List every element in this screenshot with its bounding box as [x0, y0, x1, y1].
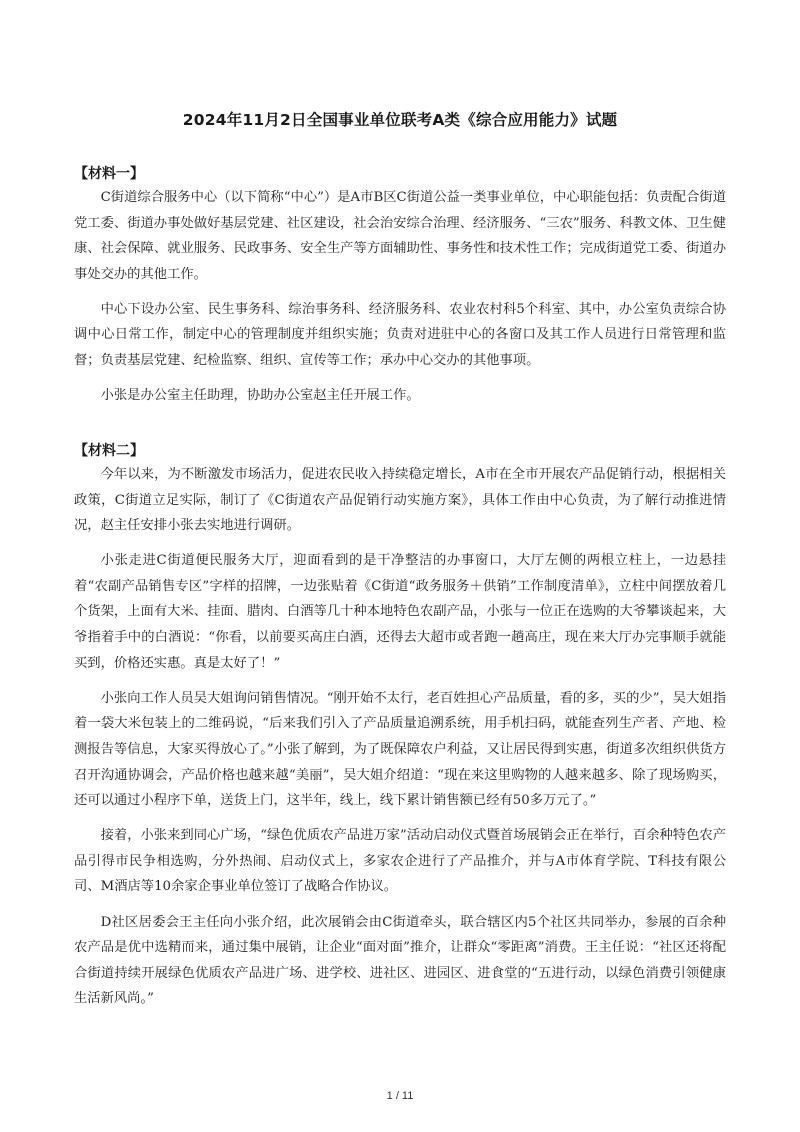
material-two-heading: 【材料二】 [74, 443, 144, 459]
paragraph: 接着，小张来到同心广场，“绿色优质农产品进万家”活动启动仪式暨首场展销会正在举行，百余种特色农产品引得市民争相选购，分外热闹、启动仪式上，多家农企进行了产品推介，并与A市体育学院、T科技有限公司、M酒店等10余家企事业单位签订了战略合作协议。 [74, 828, 726, 895]
page-indicator: 1 / 11 [386, 1090, 414, 1102]
material-one-heading: 【材料一】 [74, 166, 144, 182]
material-one-section [74, 163, 726, 418]
paragraph: 小张向工作人员吴大姐询问销售情况。“刚开始不太行，老百姓担心产品质量，看的多，买的少”，吴大姐指着一袋大米包装上的二维码说，“后来我们引入了产品质量追溯系统，用手机扫码，就能查列生产者、产地、检测报告等信息，大家买得放心了。”小张了解到，为了既保障农户利益，又让居民得到实惠，街道多次组织供货方召开沟通协调会，产品价格也越来越“美丽”，吴大姐介绍道：“现在来这里购物的人越来越多、除了现场购买，还可以通过小程序下单，送货上门，这半年，线上，线下累计销售额已经有50多万元了。” [74, 690, 726, 809]
material-two-section [74, 440, 726, 1021]
paragraph: D社区居委会王主任向小张介绍，此次展销会由C街道牵头，联合辖区内5个社区共同举办，参展的百余种农产品是优中选精而来，通过集中展销，让企业“面对面”推介，让群众“零距离”消费。王主任说：“社区还将配合街道持续开展绿色优质农产品进广场、进学校、进社区、进园区、进食堂的“五进行动，以绿色消费引领健康生活新风尚。” [74, 914, 726, 1007]
document-title: 2024年11月2日全国事业单位联考A类《综合应用能力》试题 [182, 111, 618, 129]
paragraph: 小张是办公室主任助理，协助办公室赵主任开展工作。 [100, 388, 420, 404]
paragraph: 今年以来，为不断激发市场活力，促进农民收入持续稳定增长，A市在全市开展农产品促销行动，根据相关政策，C街道立足实际，制订了《C街道农产品促销行动实施方案》，具体工作由中心负责，为了解行动推进情况，赵主任安排小张去实地进行调研。 [74, 467, 726, 534]
paragraph: C街道综合服务中心（以下简称“中心”）是A市B区C街道公益一类事业单位，中心职能包括：负责配合街道党工委、街道办事处做好基层党建、社区建设，社会治安综合治理、经济服务、“三农”服务、科教文体、卫生健康、社会保障、就业服务、民政事务、安全生产等方面辅助性、事务性和技术性工作；完成街道党工委、街道办事处交办的其他工作。 [74, 190, 726, 282]
paragraph: 中心下设办公室、民生事务科、综治事务科、经济服务科、农业农村科5个科室、其中，办公室负责综合协调中心日常工作，制定中心的管理制度并组织实施；负责对进驻中心的各窗口及其工作人员进行日常管理和监督；负责基层党建、纪检监察、组织、宣传等工作；承办中心交办的其他事项。 [74, 301, 726, 369]
paragraph: 小张走进C街道便民服务大厅，迎面看到的是干净整洁的办事窗口，大厅左侧的两根立柱上，一边悬挂着“农副产品销售专区”字样的招牌，一边张贴着《C街道“政务服务＋供销”工作制度清单》，立柱中间摆放着几个货架，上面有大米、挂面、腊肉、白酒等几十种本地特色农副产品，小张与一位正在选购的大爷攀谈起来，大爷指着手中的白酒说：“你看，以前要买高庄白酒，还得去大超市或者跑一趟高庄，现在来大厅办完事顺手就能买到，价格还实惠。真是太好了！” [74, 553, 726, 671]
